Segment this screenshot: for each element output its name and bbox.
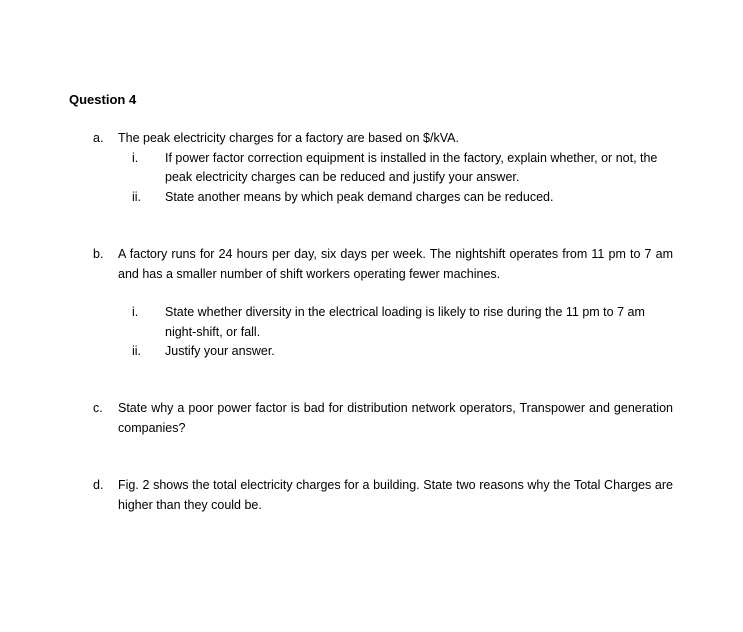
question-part-a — [93, 129, 673, 207]
subquestion-number: i. — [132, 150, 139, 165]
subquestion-text: Justify your answer. — [165, 344, 275, 358]
question-heading: Question 4 — [69, 92, 137, 107]
subquestion-number: i. — [132, 305, 139, 319]
part-letter: c. — [93, 401, 103, 415]
subquestion-number: ii. — [132, 344, 142, 358]
part-letter: d. — [93, 478, 104, 492]
part-letter: b. — [93, 247, 104, 261]
subquestion — [118, 342, 673, 362]
subquestion — [118, 303, 673, 342]
part-letter: a. — [93, 131, 104, 145]
question-part-c — [93, 399, 673, 438]
subquestion-text: If power factor correction equipment is installed in the factory, explain whether, or not, the peak electricity charges can be reduced and justify your answer. — [165, 150, 658, 184]
subquestion-text: State another means by which peak demand charges can be reduced. — [165, 189, 554, 204]
subquestion — [118, 149, 673, 188]
part-text: Fig. 2 shows the total electricity charges for a building. State two reasons why the Total Charges are higher than they could be. — [118, 478, 673, 512]
part-text: A factory runs for 24 hours per day, six days per week. The nightshift operates from 11 pm to 7 am and has a smaller number of shift workers operating fewer machines. — [118, 247, 673, 281]
subquestion — [118, 188, 673, 208]
subquestion-number: ii. — [132, 189, 142, 204]
question-part-b — [93, 245, 673, 362]
part-text: State why a poor power factor is bad for distribution network operators, Transpower and generation companies? — [118, 401, 673, 435]
question-part-d — [93, 476, 673, 515]
subquestion-text: State whether diversity in the electrical loading is likely to rise during the 11 pm to 7 am night-shift, or fall. — [165, 305, 645, 339]
part-text: The peak electricity charges for a factory are based on $/kVA. — [118, 131, 459, 145]
